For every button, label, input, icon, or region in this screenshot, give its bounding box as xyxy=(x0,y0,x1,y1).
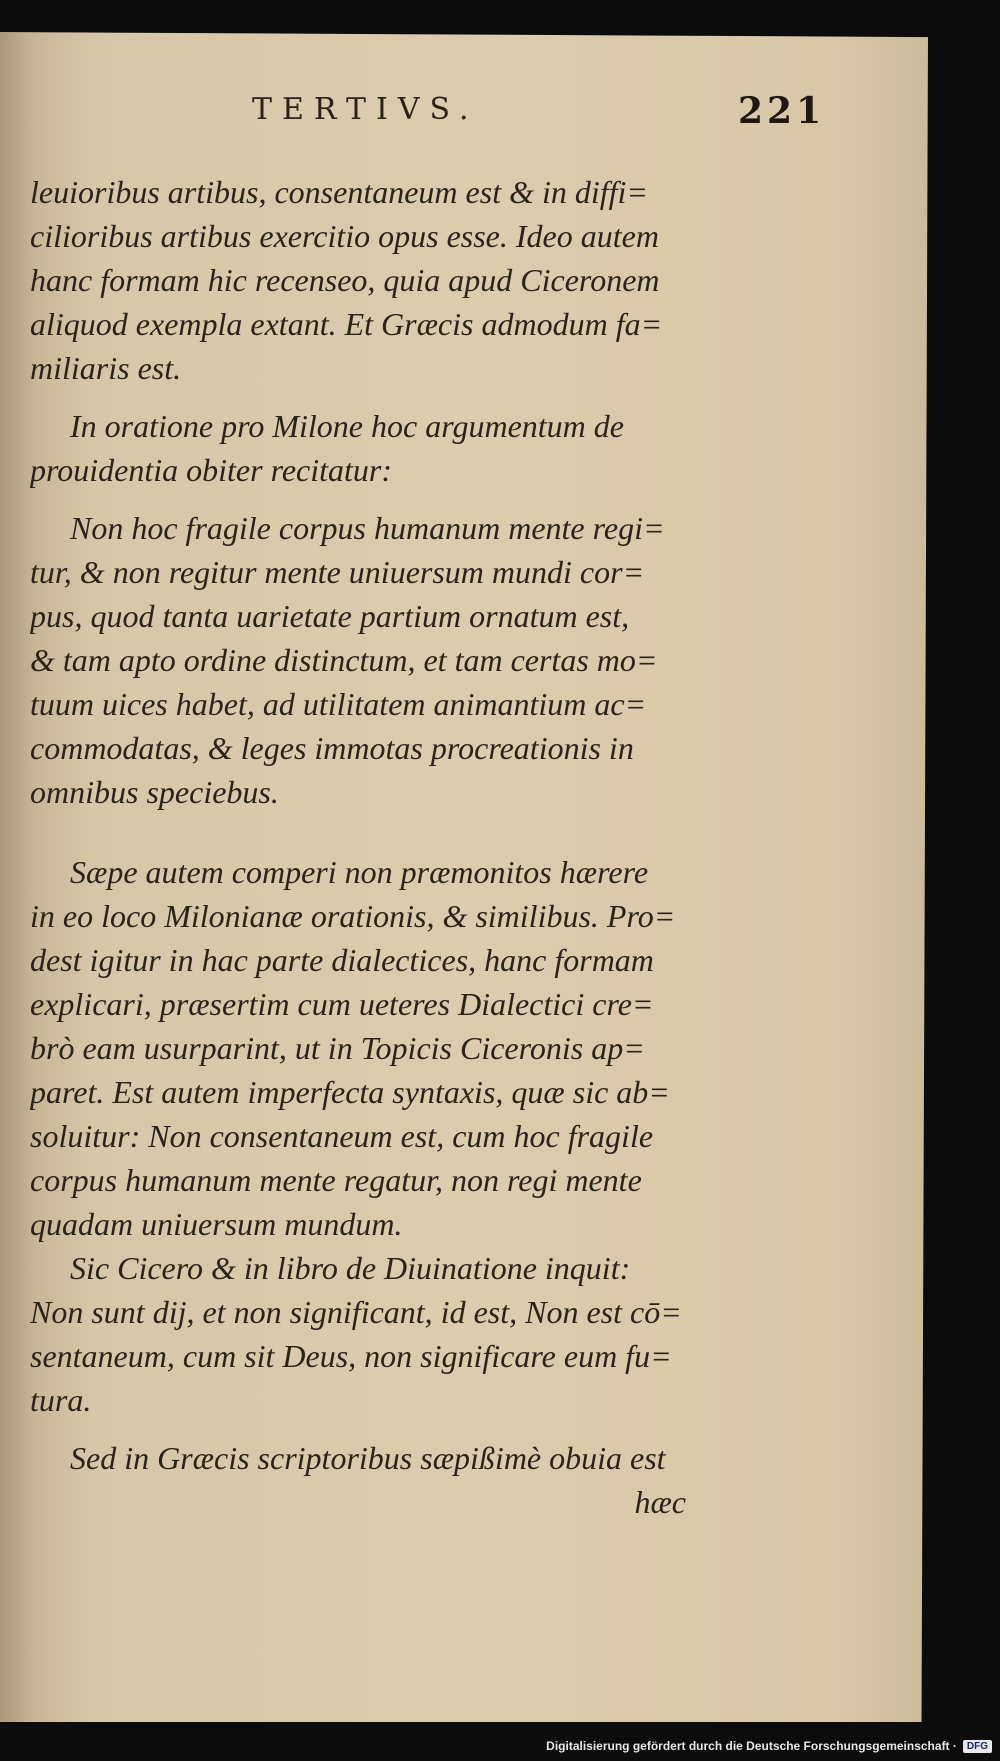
text-line: brò eam usurparint, ut in Topicis Ciceronis ap= xyxy=(30,1030,645,1066)
text-line: soluitur: Non consentaneum est, cum hoc fragile xyxy=(30,1118,654,1154)
text-line: corpus humanum mente regatur, non regi mente xyxy=(30,1162,642,1198)
text-line: miliaris est. xyxy=(30,350,182,386)
text-line: Non sunt dij, et non significant, id est, Non est cō= xyxy=(30,1294,682,1330)
paragraph-3 xyxy=(30,506,710,814)
text-line: paret. Est autem imperfecta syntaxis, quæ sic ab= xyxy=(30,1074,670,1110)
paragraph-4 xyxy=(30,850,710,1246)
text-line: dest igitur in hac parte dialectices, hanc formam xyxy=(30,942,654,978)
text-line: tuum uices habet, ad utilitatem animantium ac= xyxy=(30,686,647,722)
text-line: aliquod exempla extant. Et Græcis admodum fa= xyxy=(30,306,663,342)
text-line: quadam uniuersum mundum. xyxy=(30,1206,403,1242)
text-line: In oratione pro Milone hoc argumentum de xyxy=(70,408,624,444)
page-body xyxy=(30,170,710,1524)
text-line: cilioribus artibus exercitio opus esse. Ideo autem xyxy=(30,218,659,254)
credit-text: Digitalisierung gefördert durch die Deutsche Forschungsgemeinschaft · xyxy=(546,1739,957,1753)
text-line: Sed in Græcis scriptoribus sæpißimè obuia est xyxy=(70,1440,666,1476)
digitization-credit xyxy=(546,1739,992,1753)
text-line: tur, & non regitur mente uniuersum mundi cor= xyxy=(30,554,645,590)
text-line: leuioribus artibus, consentaneum est & in diffi= xyxy=(30,174,649,210)
text-line: prouidentia obiter recitatur: xyxy=(30,452,393,488)
paragraph-2 xyxy=(30,404,710,492)
paragraph-1 xyxy=(30,170,710,390)
text-line: Sic Cicero & in libro de Diuinatione inquit: xyxy=(70,1250,631,1286)
text-line: Non hoc fragile corpus humanum mente regi= xyxy=(70,510,665,546)
text-line: pus, quod tanta uarietate partium ornatum est, xyxy=(30,598,630,634)
catchword: hæc xyxy=(634,1484,686,1520)
text-line: commodatas, & leges immotas procreationis in xyxy=(30,730,634,766)
paragraph-6 xyxy=(30,1436,710,1524)
text-line: omnibus speciebus. xyxy=(30,774,279,810)
dfg-logo: DFG xyxy=(963,1740,992,1753)
running-title: TERTIVS. xyxy=(252,92,479,127)
paragraph-5 xyxy=(30,1246,710,1422)
text-line: Sæpe autem comperi non præmonitos hærere xyxy=(70,854,649,890)
text-line: tura. xyxy=(30,1382,92,1418)
text-line: explicari, præsertim cum ueteres Dialectici cre= xyxy=(30,986,654,1022)
text-line: sentaneum, cum sit Deus, non significare eum fu= xyxy=(30,1338,672,1374)
text-line: in eo loco Milonianæ orationis, & similibus. Pro= xyxy=(30,898,676,934)
page-number: 221 xyxy=(738,90,826,132)
text-line: hanc formam hic recenseo, quia apud Ciceronem xyxy=(30,262,660,298)
text-line: & tam apto ordine distinctum, et tam certas mo= xyxy=(30,642,658,678)
